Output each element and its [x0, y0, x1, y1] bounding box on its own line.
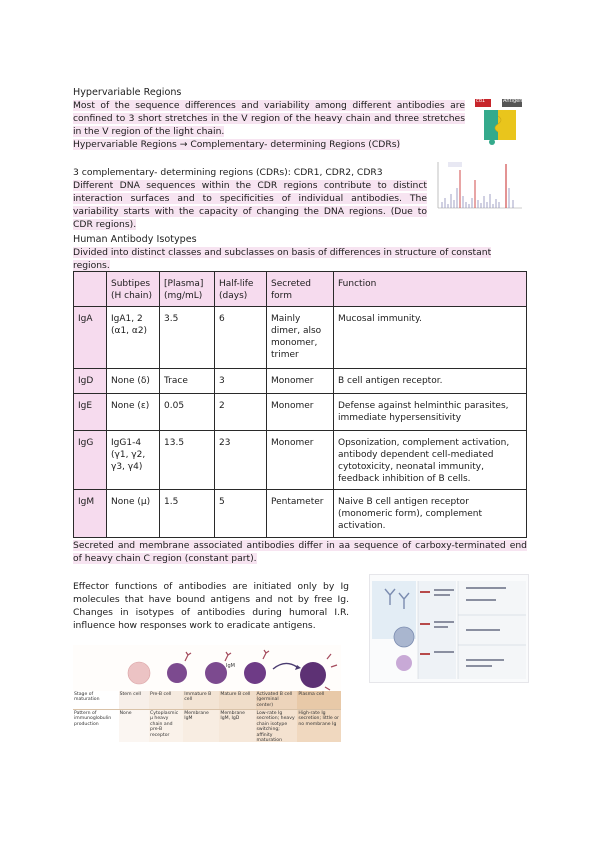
table-cell: None (μ)	[107, 490, 160, 538]
table-cell: Monomer	[267, 394, 334, 431]
isotype-cell: IgD	[74, 369, 107, 394]
table-row	[74, 307, 527, 369]
table-row	[74, 394, 527, 431]
b-cell-maturation-figure	[73, 645, 341, 743]
table-cell: Naive B cell antigen receptor (monomeric form), complement activation.	[334, 490, 527, 538]
stage-cell: Membrane IgM	[183, 710, 219, 742]
maturation-stage-row	[73, 691, 341, 709]
isotype-cell: IgA	[74, 307, 107, 369]
hypervariable-paragraph	[73, 99, 465, 138]
stage-header: Stage of maturation	[73, 691, 119, 709]
table-cell: Mainly dimer, also monomer, trimer	[267, 307, 334, 369]
table-cell: Defense against helminthic parasites, immediate hypersensitivity	[334, 394, 527, 431]
table-cell: 0.05	[160, 394, 215, 431]
table-cell: 1.5	[160, 490, 215, 538]
row-label: Pattern of immunoglobulin production	[74, 711, 112, 727]
isotypes-intro: Divided into distinct classes and subclasses on basis of differences in structure of constant regions.	[73, 247, 492, 271]
table-header-cell: Function	[334, 272, 527, 307]
stage-header: Pre-B cell	[149, 691, 183, 709]
table-header-row	[74, 272, 527, 307]
table-row	[74, 369, 527, 394]
effector-paragraph: Effector functions of antibodies are initiated only by Ig molecules that have bound antigens and not by free Ig. Changes in isotypes of antibodies during humoral I.R. influence how responses work to eradicate antigens.	[73, 581, 349, 631]
stage-cell: Low-rate Ig secretion; heavy chain isotype switching; affinity maturation	[256, 710, 298, 742]
table-row	[74, 431, 527, 490]
table-cell: Monomer	[267, 431, 334, 490]
isotypes-heading: Human Antibody Isotypes	[73, 234, 197, 245]
table-cell: Pentameter	[267, 490, 334, 538]
stage-header: Stem cell	[119, 691, 149, 709]
cdr-line: 3 complementary- determining regions (CDRs): CDR1, CDR2, CDR3	[73, 167, 383, 178]
stage-cell: Cytoplasmic μ heavy chain and pre-B receptor	[149, 710, 183, 742]
isotype-cell: IgE	[74, 394, 107, 431]
table-header-cell: Secreted form	[267, 272, 334, 307]
table-cell: B cell antigen receptor.	[334, 369, 527, 394]
stage-header: Activated B cell (germinal center)	[256, 691, 298, 709]
table-header-cell: [Plasma] (mg/mL)	[160, 272, 215, 307]
table-row	[74, 490, 527, 538]
table-cell: IgA1, 2 (α1, α2)	[107, 307, 160, 369]
secreted-membrane-paragraph: Secreted and membrane associated antibodies differ in aa sequence of carboxy-terminated end of heavy chain C region (constant part).	[73, 540, 527, 564]
isotype-cell: IgM	[74, 490, 107, 538]
table-header-cell: Subtipes (H chain)	[107, 272, 160, 307]
cdr-paragraph: Different DNA sequences within the CDR regions contribute to distinct interaction surfaces and to specificities of individual antibodies. The variability starts with the capacity of changing the DNA regions. (Due to CDR regions).	[73, 180, 427, 230]
hypervariable-heading: Hypervariable Regions	[73, 87, 182, 98]
table-cell: 3	[215, 369, 267, 394]
table-cell: Mucosal immunity.	[334, 307, 527, 369]
table-cell: 2	[215, 394, 267, 431]
variability-plot	[430, 158, 526, 214]
table-cell: 6	[215, 307, 267, 369]
antigen-label: Antigen	[503, 98, 523, 104]
stage-header: Mature B cell	[219, 691, 255, 709]
table-header-cell: Half-life (days)	[215, 272, 267, 307]
table-cell: 3.5	[160, 307, 215, 369]
table-cell: Opsonization, complement activation, antibody dependent cell-mediated cytotoxicity, neonatal immunity, feedback inhibition of B cells.	[334, 431, 527, 490]
table-cell: 5	[215, 490, 267, 538]
igm-label: IgM	[226, 663, 235, 669]
cdr-antigen-figure	[472, 96, 528, 148]
table-cell: None (δ)	[107, 369, 160, 394]
effector-functions-figure	[369, 574, 529, 683]
stage-header: Plasma cell	[297, 691, 341, 709]
table-cell: 13.5	[160, 431, 215, 490]
table-cell: None (ε)	[107, 394, 160, 431]
isotype-cell: IgG	[74, 431, 107, 490]
table-cell: IgG1-4 (γ1, γ2, γ3, γ4)	[107, 431, 160, 490]
stage-header: Immature B cell	[183, 691, 219, 709]
table-cell: Monomer	[267, 369, 334, 394]
isotypes-table	[73, 271, 527, 538]
table-cell: 23	[215, 431, 267, 490]
hypervariable-text: Most of the sequence differences and variability among different antibodies are confined to 3 short stretches in the V region of the heavy chain and three stretches in the V region of the light chain.	[73, 100, 465, 137]
hypervariable-to-cdr-line: Hypervariable Regions → Complementary- determining Regions (CDRs)	[73, 139, 401, 150]
table-header-cell	[74, 272, 107, 307]
stage-cell: None	[119, 710, 149, 742]
table-cell: Trace	[160, 369, 215, 394]
stage-cell: High-rate Ig secretion; little or no membrane Ig	[297, 710, 341, 742]
stage-cell: Membrane IgM, IgD	[219, 710, 255, 742]
ig-production-row	[73, 709, 341, 742]
cdr-label: cd1	[476, 98, 486, 104]
